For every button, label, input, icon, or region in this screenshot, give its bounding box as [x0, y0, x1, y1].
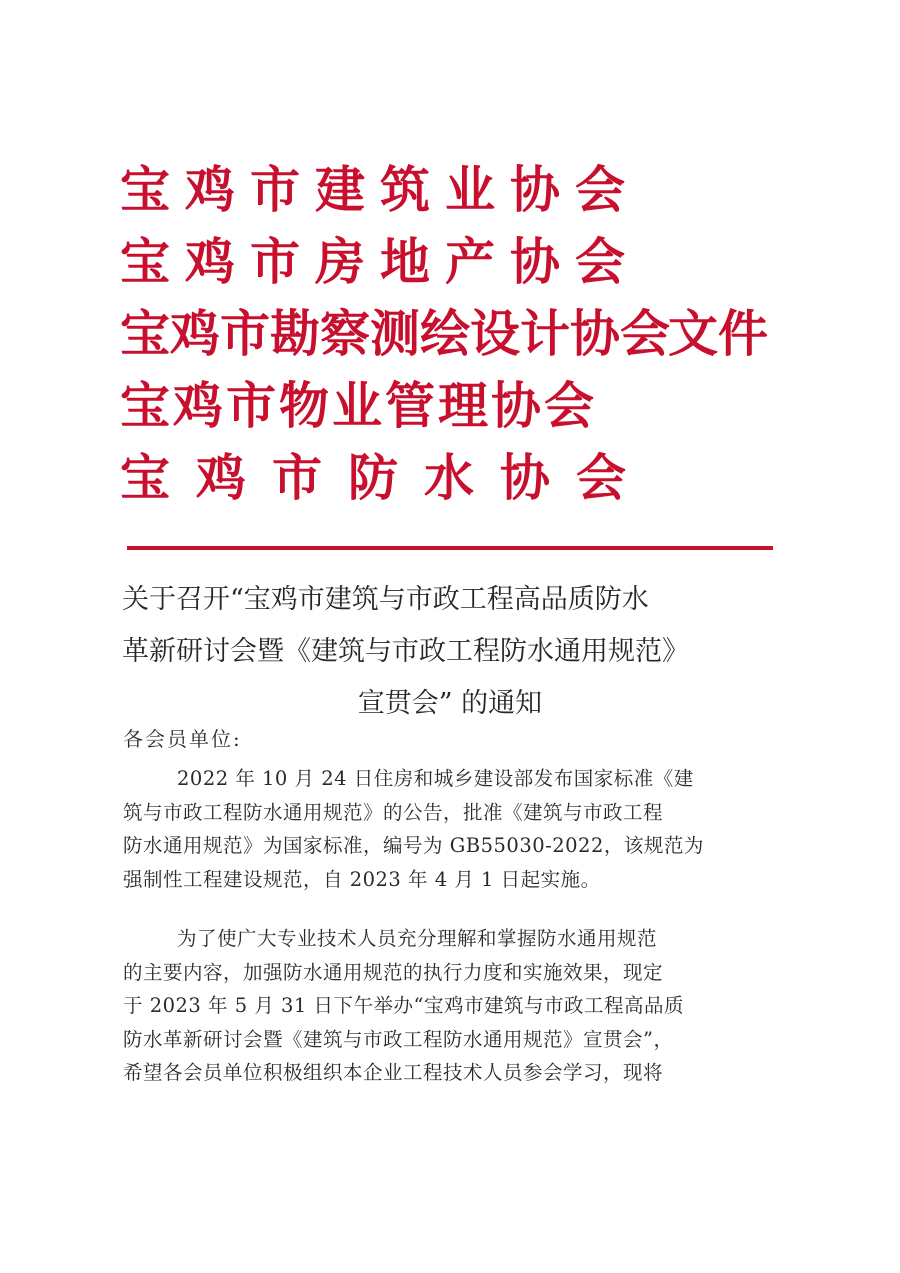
org-name-construction: 宝鸡市建筑业协会	[120, 161, 640, 219]
paragraph-line: 于 2023 年 5 月 31 日下午举办“宝鸡市建筑与市政工程高品质	[123, 994, 685, 1017]
paragraph-line: 防水通用规范》为国家标准，编号为 GB55030-2022，该规范为	[123, 834, 704, 857]
body-paragraph	[123, 922, 783, 1090]
paragraph-line: 为了使广大专业技术人员充分理解和掌握防水通用规范	[177, 927, 658, 950]
paragraph-line: 希望各会员单位积极组织本企业工程技术人员参会学习，现将	[123, 1061, 664, 1084]
paragraph-line: 筑与市政工程防水通用规范》的公告，批准《建筑与市政工程	[123, 800, 664, 824]
salutation: 各会员单位:	[123, 727, 242, 751]
paragraph-line: 的主要内容，加强防水通用规范的执行力度和实施效果，现定	[123, 960, 664, 984]
org-name-real-estate: 宝鸡市房地产协会	[120, 233, 640, 291]
notice-title	[100, 574, 800, 730]
letterhead-divider	[127, 546, 773, 550]
letterhead	[120, 160, 800, 510]
document-suffix: 文件	[668, 305, 768, 363]
paragraph-line: 2022 年 10 月 24 日住房和城乡建设部发布国家标准《建	[177, 767, 694, 790]
title-line: 宣贯会” 的通知	[357, 688, 543, 719]
org-name-survey-design: 宝鸡市勘察测绘设计协会	[120, 305, 670, 363]
paragraph-line: 防水革新研讨会暨《建筑与市政工程防水通用规范》宣贯会”，	[123, 1027, 674, 1051]
org-name-waterproofing: 宝鸡市防水协会	[120, 449, 652, 507]
body-paragraph	[123, 762, 783, 896]
paragraph-line: 强制性工程建设规范，自 2023 年 4 月 1 日起实施。	[123, 867, 601, 891]
title-line: 革新研讨会暨《建筑与市政工程防水通用规范》	[122, 636, 689, 667]
org-name-property-management: 宝鸡市物业管理协会	[120, 377, 597, 435]
title-line: 关于召开“宝鸡市建筑与市政工程高品质防水	[122, 584, 649, 615]
